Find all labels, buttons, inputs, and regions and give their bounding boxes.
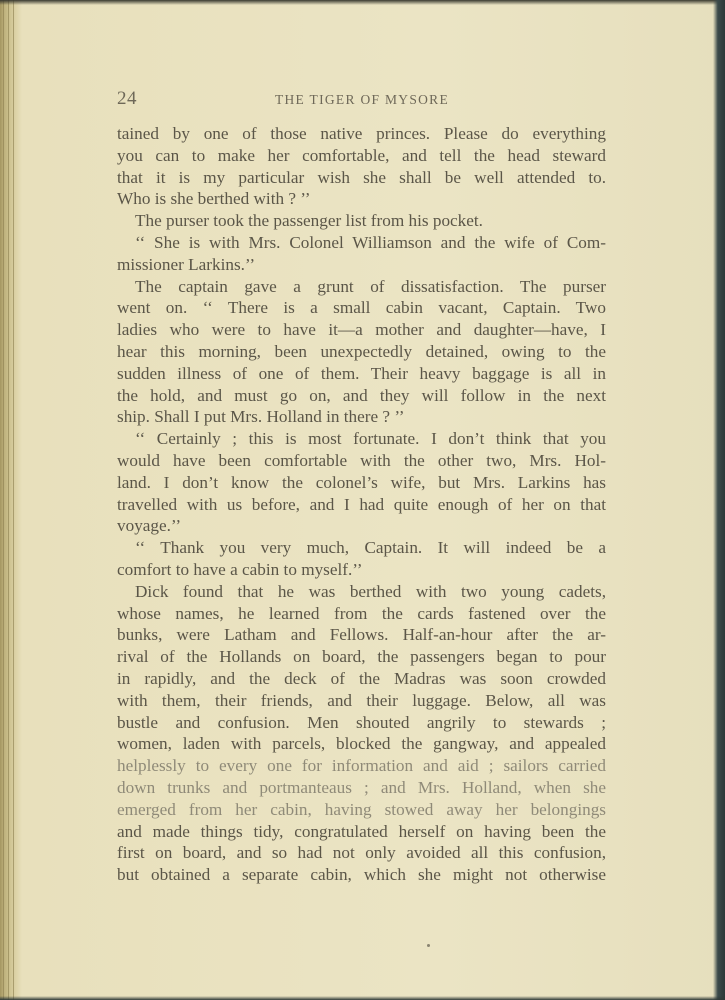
text-line: land. I don’t know the colonel’s wife, but Mrs. Larkins has (117, 472, 606, 492)
text-line: The purser took the passenger list from his pocket. (135, 211, 483, 231)
text-line: down trunks and portmanteaus ; and Mrs. Holland, when she (117, 777, 606, 797)
page-bottom-edge (0, 996, 725, 1000)
gutter-line (3, 0, 4, 1000)
text-line: but obtained a separate cabin, which she might not otherwise (117, 865, 606, 885)
running-head: THE TIGER OF MYSORE (274, 92, 450, 107)
text-line: bunks, were Latham and Fellows. Half-an-hour after the ar- (117, 625, 606, 645)
text-line: you can to make her comfortable, and tell the head steward (117, 145, 606, 165)
text-line: comfort to have a cabin to myself.’’ (117, 559, 363, 579)
text-line: tained by one of those native princes. Please do everything (117, 124, 606, 143)
text-line: in rapidly, and the deck of the Madras was soon crowded (117, 668, 606, 688)
body-text (117, 123, 606, 886)
page-top-edge (0, 0, 725, 5)
text-line: sudden illness of one of them. Their heavy baggage is all in (117, 363, 606, 383)
text-line: Who is she berthed with ? ’’ (117, 189, 311, 209)
text-line: ‘‘ Thank you very much, Captain. It will indeed be a (135, 538, 606, 558)
text-line: voyage.’’ (117, 516, 182, 536)
gutter-line (13, 0, 14, 1000)
text-line: ‘‘ She is with Mrs. Colonel Williamson and the wife of Com- (135, 232, 606, 252)
gutter-line (8, 0, 9, 1000)
text-line: The captain gave a grunt of dissatisfaction. The purser (135, 276, 606, 296)
text-line: emerged from her cabin, having stowed away her belongings (117, 799, 606, 819)
text-line: missioner Larkins.’’ (117, 254, 256, 274)
page-header (117, 88, 607, 110)
text-line: the hold, and must go on, and they will follow in the next (117, 385, 606, 405)
text-line: that it is my particular wish she shall be well attended to. (117, 167, 606, 187)
text-line: women, laden with parcels, blocked the gangway, and appealed (117, 734, 606, 754)
text-line: ladies who were to have it—a mother and daughter—have, I (117, 320, 606, 340)
text-line: hear this morning, been unexpectedly detained, owing to the (117, 341, 606, 361)
text-line: and made things tidy, congratulated herself on having been the (117, 821, 606, 841)
text-line: bustle and confusion. Men shouted angrily to stewards ; (117, 712, 606, 732)
print-speck (427, 944, 430, 947)
text-line: Dick found that he was berthed with two young cadets, (135, 581, 606, 601)
page-number: 24 (117, 88, 137, 109)
text-line: whose names, he learned from the cards fastened over the (117, 603, 606, 623)
page-gutter (0, 0, 22, 1000)
text-line: went on. ‘‘ There is a small cabin vacant, Captain. Two (117, 298, 606, 318)
text-line: would have been comfortable with the other two, Mrs. Hol- (117, 450, 606, 470)
page-right-edge (713, 0, 725, 1000)
text-line: with them, their friends, and their luggage. Below, all was (117, 690, 606, 710)
text-line: ‘‘ Certainly ; this is most fortunate. I don’t think that you (135, 429, 606, 449)
text-line: helplessly to every one for information and aid ; sailors carried (117, 756, 606, 776)
text-line: first on board, and so had not only avoided all this confusion, (117, 843, 606, 863)
text-line: ship. Shall I put Mrs. Holland in there ? ’’ (117, 407, 405, 427)
text-line: travelled with us before, and I had quite enough of her on that (117, 494, 606, 514)
text-line: rival of the Hollands on board, the passengers began to pour (117, 647, 606, 667)
